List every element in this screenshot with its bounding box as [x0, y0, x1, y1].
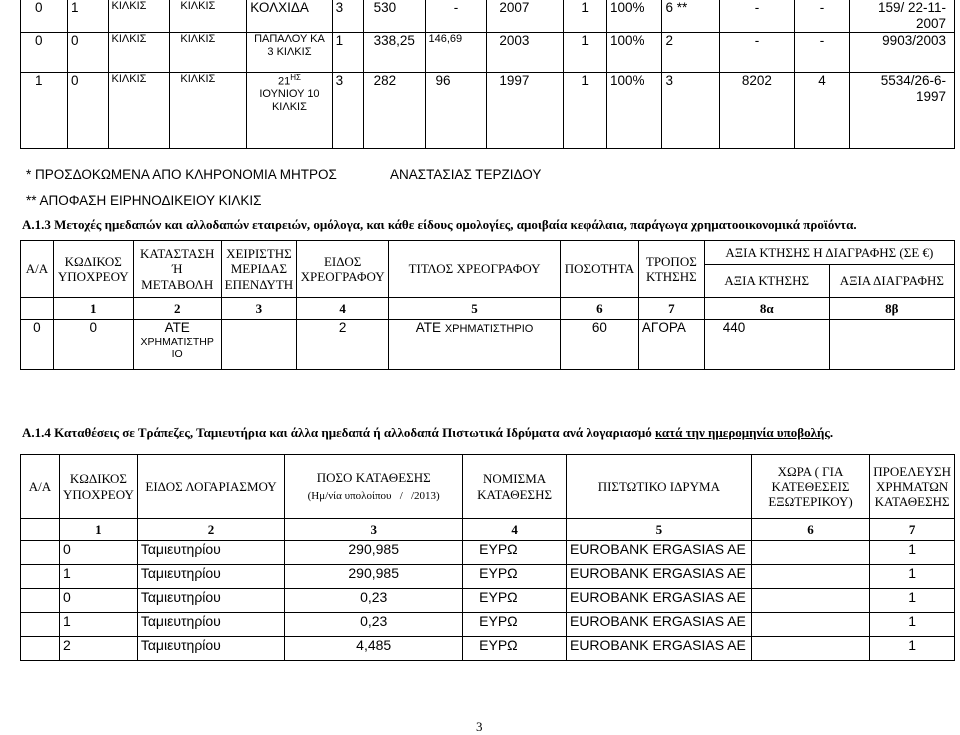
table-cell: [21, 613, 60, 637]
column-number: 6: [560, 298, 638, 320]
table-row: [21, 637, 955, 661]
table-cell: ΚΙΛΚΙΣ: [170, 72, 247, 148]
column-number: 7: [870, 519, 955, 541]
table-cell: 5534/26-6-1997: [850, 72, 955, 148]
column-number: 6: [751, 519, 870, 541]
table-cell: EUROBANK ERGASIAS AE: [566, 613, 751, 637]
section-a14-title-end: .: [829, 425, 834, 440]
table-cell: [133, 320, 221, 370]
column-number: 7: [638, 298, 704, 320]
header-account-type: ΕΙΔΟΣ ΛΟΓΑΡΙΑΣΜΟΥ: [137, 455, 284, 519]
security-title: ΑΤΕ: [415, 320, 442, 335]
table-number-row: [21, 298, 955, 320]
table-cell: [751, 565, 870, 589]
table-cell: 530: [363, 0, 425, 32]
table-row: [21, 613, 955, 637]
table-cell: 0: [21, 320, 54, 370]
table-row: [21, 0, 955, 32]
table-row: [21, 32, 955, 72]
deposits-table: [20, 454, 955, 661]
table-cell: [829, 320, 954, 370]
table-cell: ΚΙΛΚΙΣ: [108, 72, 170, 148]
header-value-acquisition: ΑΞΙΑ ΚΤΗΣΗΣ: [704, 265, 829, 298]
table-cell: ΠΑΠΑΛΟΥ ΚΑ 3 ΚΙΛΚΙΣ: [247, 32, 332, 72]
table-cell: 1: [564, 72, 607, 148]
table-cell: 1997: [487, 72, 564, 148]
section-a14-title-underlined: κατά την ημερομηνία υποβολής: [655, 425, 830, 440]
table-cell: EUROBANK ERGASIAS AE: [566, 589, 751, 613]
table-cell: Ταμιευτηρίου: [137, 541, 284, 565]
table-cell: -: [794, 32, 850, 72]
column-number: [21, 519, 60, 541]
table-cell: 282: [363, 72, 425, 148]
table-cell: 0,23: [285, 589, 463, 613]
page-number: 3: [476, 719, 483, 734]
table-cell: 1: [21, 72, 68, 148]
table-cell: EUROBANK ERGASIAS AE: [566, 565, 751, 589]
table-cell: 1: [870, 589, 955, 613]
table-cell: [21, 565, 60, 589]
table-cell: ΕΥΡΩ: [463, 565, 567, 589]
header-status: ΚΑΤΑΣΤΑΣΗ Ή ΜΕΤΑΒΟΛΗ: [133, 241, 221, 298]
table-cell: [21, 541, 60, 565]
column-number: 3: [285, 519, 463, 541]
table-row: [21, 541, 955, 565]
table-cell: EUROBANK ERGASIAS AE: [566, 541, 751, 565]
table-cell: [751, 541, 870, 565]
header-origin: ΠΡΟΕΛΕΥΣΗ ΧΡΗΜΑΤΩΝ ΚΑΤΑΘΕΣΗΣ: [870, 455, 955, 519]
table-cell: ΚΟΛΧΙΔΑ: [247, 0, 332, 32]
header-mode: ΤΡΟΠΟΣ ΚΤΗΣΗΣ: [638, 241, 704, 298]
table-cell: 100%: [606, 72, 662, 148]
table-cell: -: [720, 32, 795, 72]
issuer-name: ΑΤΕ: [164, 320, 190, 335]
table-cell: 100%: [606, 32, 662, 72]
section-a13-title: Α.1.3 Μετοχές ημεδαπών και αλλοδαπών εταιρειών, ομόλογα, και κάθε είδους ομολογίες, αμοιβαία κεφάλαια, παράγωγα χρηματοοικονομικά προϊόντα.: [22, 217, 857, 232]
table-cell: 1: [564, 0, 607, 32]
column-number: 4: [463, 519, 567, 541]
table-header-row: [21, 241, 955, 265]
table-cell: Ταμιευτηρίου: [137, 565, 284, 589]
table-cell: 4,485: [285, 637, 463, 661]
table-cell: 0,23: [285, 613, 463, 637]
note-inheritance-text: * ΠΡΟΣΔΟΚΩΜΕΝΑ ΑΠΟ ΚΛΗΡΟΝΟΜΙΑ ΜΗΤΡΟΣ: [26, 167, 337, 182]
note-court-decision: ** ΑΠΟΦΑΣΗ ΕΙΡΗΝΟΔΙΚΕΙΟΥ ΚΙΛΚΙΣ: [26, 193, 262, 208]
issuer-subname: ΧΡΗΜΑΤΙΣΤΗΡ ΙΟ: [140, 335, 214, 361]
table-cell: 0: [21, 32, 68, 72]
table-cell: [21, 637, 60, 661]
security-title-sub: ΧΡΗΜΑΤΙΣΤΗΡΙΟ: [444, 323, 534, 335]
address-number: 21: [277, 75, 291, 88]
header-amount-date: (Ημ/νία υπολοίπου / /2013): [307, 489, 440, 502]
header-country: ΧΩΡΑ ( ΓΙΑ ΚΑΤΕΘΕΣΕΙΣ ΕΞΩΤΕΡΙΚΟΥ): [751, 455, 870, 519]
table-cell: 3: [332, 0, 363, 32]
table-cell: [389, 320, 561, 370]
table-cell: 60: [560, 320, 638, 370]
table-cell: 0: [59, 541, 137, 565]
table-row: [21, 72, 955, 148]
header-amount: [285, 455, 463, 519]
table-cell: [751, 613, 870, 637]
column-number: 3: [221, 298, 297, 320]
header-title: ΤΙΤΛΟΣ ΧΡΕΟΓΡΑΦΟΥ: [389, 241, 561, 298]
column-number: 5: [566, 519, 751, 541]
table-cell: ΚΙΛΚΙΣ: [108, 0, 170, 32]
table-cell: 8202: [720, 72, 795, 148]
table-cell: 2: [662, 32, 720, 72]
table-cell: Ταμιευτηρίου: [137, 589, 284, 613]
table-header-row: [21, 455, 955, 519]
table-cell: 1: [59, 613, 137, 637]
column-number: 8α: [704, 298, 829, 320]
table-cell: 2: [297, 320, 389, 370]
table-cell: 96: [425, 72, 487, 148]
address-text: ΙΟΥΝΙΟΥ 10 ΚΙΛΚΙΣ: [259, 88, 320, 114]
table-cell: [221, 320, 297, 370]
table-cell: 1: [870, 637, 955, 661]
table-cell: 1: [332, 32, 363, 72]
note-inheritance: [26, 167, 542, 182]
address-cell: [247, 72, 332, 148]
table-cell: 100%: [606, 0, 662, 32]
table-cell: ΚΙΛΚΙΣ: [108, 32, 170, 72]
table-cell: 0: [59, 589, 137, 613]
header-value-group: ΑΞΙΑ ΚΤΗΣΗΣ Η ΔΙΑΓΡΑΦΗΣ (ΣΕ €): [704, 241, 954, 265]
table-cell: ΕΥΡΩ: [463, 541, 567, 565]
table-row: [21, 320, 955, 370]
table-cell: 146,69: [425, 32, 487, 72]
column-number: 1: [59, 519, 137, 541]
table-cell: ΚΙΛΚΙΣ: [170, 0, 247, 32]
header-handler: ΧΕΙΡΙΣΤΗΣ ΜΕΡΙΔΑΣ ΕΠΕΝΔΥΤΗ: [221, 241, 297, 298]
header-aa: Α/Α: [21, 241, 54, 298]
table-cell: 159/ 22-11-2007: [850, 0, 955, 32]
header-type: ΕΙΔΟΣ ΧΡΕΟΓΡΑΦΟΥ: [297, 241, 389, 298]
table-row: [21, 589, 955, 613]
table-cell: [21, 589, 60, 613]
section-a14-title-main: Α.1.4 Καταθέσεις σε Τράπεζες, Ταμιευτήρια και άλλα ημεδαπά ή αλλοδαπά Πιστωτικά Ιδρύματα ανά λογαριασμό: [22, 425, 652, 440]
table-cell: -: [794, 0, 850, 32]
table-cell: ΚΙΛΚΙΣ: [170, 32, 247, 72]
table-cell: Ταμιευτηρίου: [137, 613, 284, 637]
header-quantity: ΠΟΣΟΤΗΤΑ: [560, 241, 638, 298]
table-cell: 0: [53, 320, 133, 370]
table-cell: 440: [704, 320, 829, 370]
header-currency: ΝΟΜΙΣΜΑ ΚΑΤΑΘΕΣΗΣ: [463, 455, 567, 519]
table-cell: ΕΥΡΩ: [463, 637, 567, 661]
section-a14-title: [22, 425, 833, 441]
table-cell: 1: [67, 0, 108, 32]
table-cell: 2007: [487, 0, 564, 32]
table-cell: 2003: [487, 32, 564, 72]
table-number-row: [21, 519, 955, 541]
table-cell: 4: [794, 72, 850, 148]
table-cell: 0: [21, 0, 68, 32]
securities-table: [20, 240, 955, 370]
header-value-deletion: ΑΞΙΑ ΔΙΑΓΡΑΦΗΣ: [829, 265, 954, 298]
column-number: 4: [297, 298, 389, 320]
header-aa: Α/Α: [21, 455, 60, 519]
table-cell: 6 **: [662, 0, 720, 32]
table-cell: ΑΓΟΡΑ: [638, 320, 704, 370]
column-number: 2: [133, 298, 221, 320]
header-code: ΚΩΔΙΚΟΣ ΥΠΟΧΡΕΟΥ: [59, 455, 137, 519]
table-cell: 1: [870, 613, 955, 637]
column-number: 5: [389, 298, 561, 320]
table-cell: 1: [870, 565, 955, 589]
table-row: [21, 565, 955, 589]
table-cell: 9903/2003: [850, 32, 955, 72]
table-cell: -: [425, 0, 487, 32]
header-bank: ΠΙΣΤΩΤΙΚΟ ΙΔΡΥΜΑ: [566, 455, 751, 519]
table-cell: Ταμιευτηρίου: [137, 637, 284, 661]
table-cell: 290,985: [285, 565, 463, 589]
property-table: [20, 0, 955, 149]
table-cell: [751, 637, 870, 661]
table-cell: EUROBANK ERGASIAS AE: [566, 637, 751, 661]
table-cell: 1: [564, 32, 607, 72]
table-cell: 1: [870, 541, 955, 565]
column-number: 1: [53, 298, 133, 320]
column-number: 8β: [829, 298, 954, 320]
table-cell: 3: [332, 72, 363, 148]
table-cell: ΕΥΡΩ: [463, 613, 567, 637]
address-superscript: ΗΣ: [290, 72, 301, 82]
column-number: 2: [137, 519, 284, 541]
table-cell: 3: [662, 72, 720, 148]
note-inheritance-name: ΑΝΑΣΤΑΣΙΑΣ ΤΕΡΖΙΔΟΥ: [390, 167, 542, 182]
table-cell: 1: [59, 565, 137, 589]
table-cell: 0: [67, 72, 108, 148]
table-cell: -: [720, 0, 795, 32]
header-amount-label: ΠΟΣΟ ΚΑΤΑΘΕΣΗΣ: [316, 470, 431, 486]
table-cell: 338,25: [363, 32, 425, 72]
table-cell: 0: [67, 32, 108, 72]
table-cell: 290,985: [285, 541, 463, 565]
column-number: [21, 298, 54, 320]
header-code: ΚΩΔΙΚΟΣ ΥΠΟΧΡΕΟΥ: [53, 241, 133, 298]
table-cell: ΕΥΡΩ: [463, 589, 567, 613]
table-cell: [751, 589, 870, 613]
table-cell: 2: [59, 637, 137, 661]
